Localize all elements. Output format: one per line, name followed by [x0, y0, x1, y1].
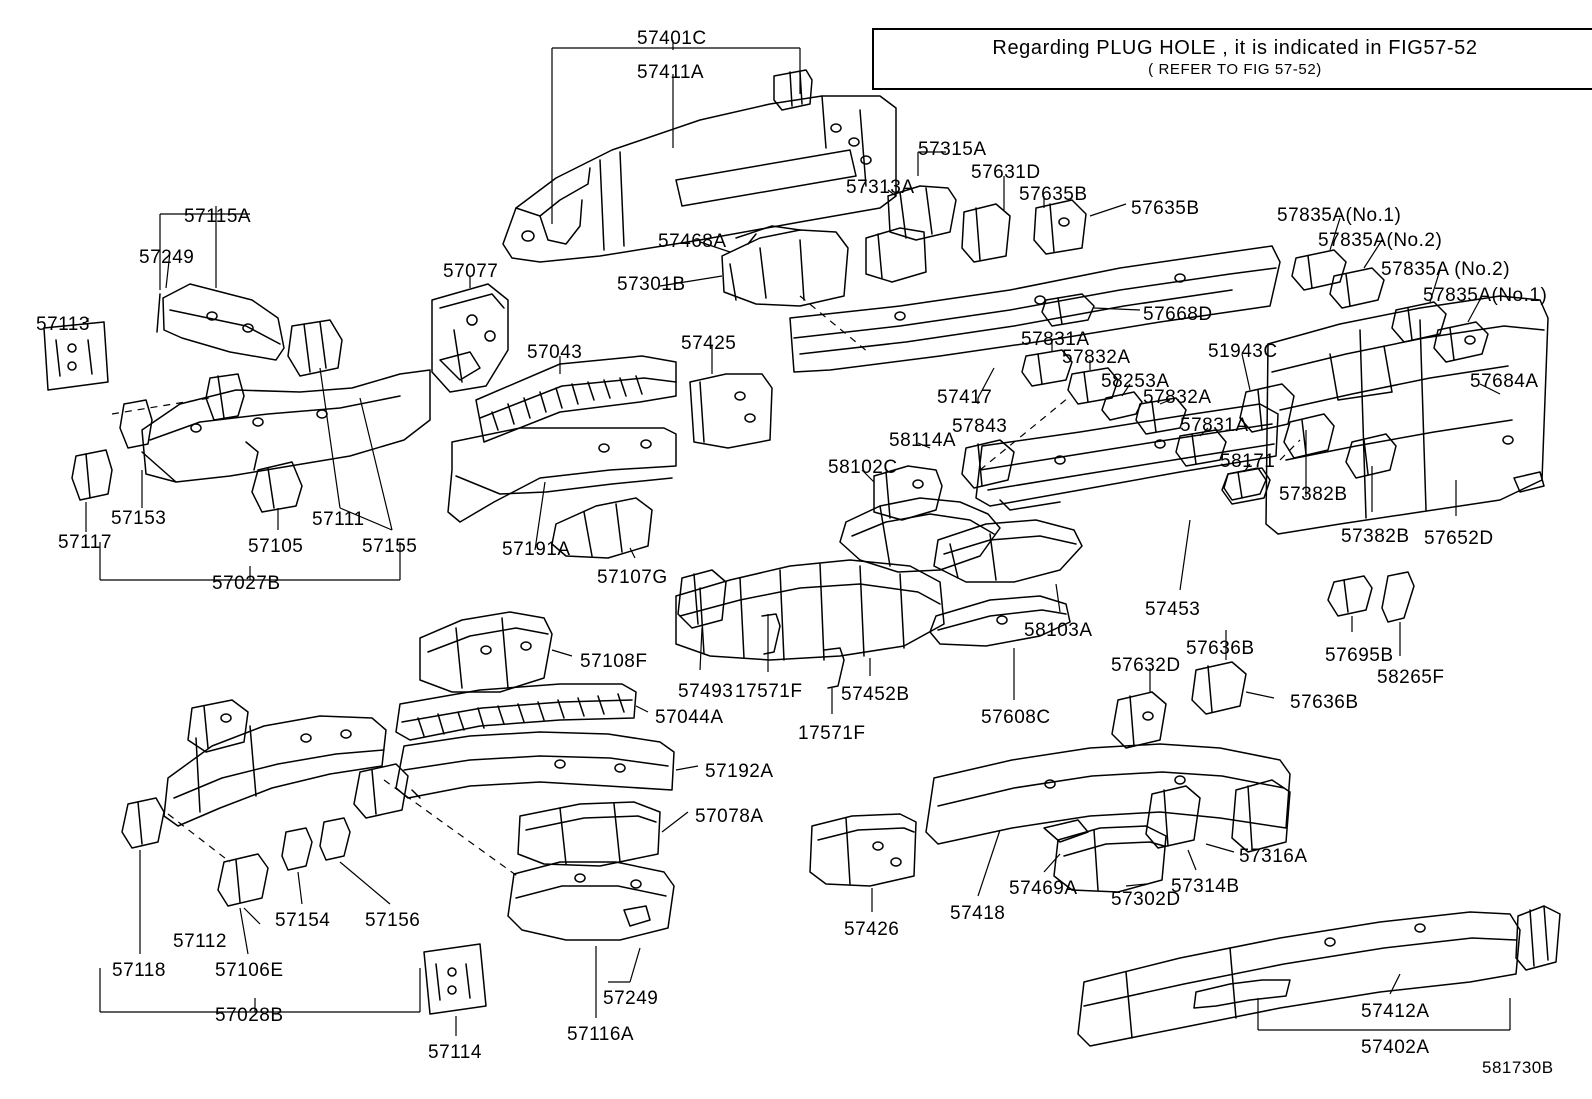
- part-label: 57192A: [705, 761, 774, 782]
- part-label: 57155: [362, 536, 418, 557]
- part-label: 57426: [844, 919, 900, 940]
- part-label: 57843: [952, 416, 1008, 437]
- part-label: 57652D: [1424, 528, 1494, 549]
- part-label: 57044A: [655, 707, 724, 728]
- part-label: 57411A: [637, 62, 705, 83]
- part-57118-57112-clips: [122, 798, 350, 906]
- part-label: 57636B: [1290, 692, 1359, 713]
- part-57452b-crossmember: [676, 560, 944, 660]
- part-label: 57156: [365, 910, 421, 931]
- part-57316a-bracket: [1232, 780, 1290, 852]
- part-label: 57695B: [1325, 645, 1394, 666]
- part-label: 57831A: [1180, 415, 1249, 436]
- part-label: 57153: [111, 508, 167, 529]
- part-label: 57105: [248, 536, 304, 557]
- part-label: 57106E: [215, 960, 284, 981]
- part-label: 57668D: [1143, 304, 1213, 325]
- part-57695b-58265f-clips: [1328, 572, 1414, 622]
- part-label: 57635B: [1019, 184, 1088, 205]
- part-label: 17571F: [798, 723, 866, 744]
- part-57418-rail: [926, 744, 1290, 844]
- part-label: 57116A: [567, 1024, 635, 1045]
- part-label: 57302D: [1111, 889, 1181, 910]
- part-label: 57417: [937, 387, 993, 408]
- part-label: 57154: [275, 910, 331, 931]
- part-label: 57027B: [212, 573, 281, 594]
- part-57191a-member: [448, 428, 676, 522]
- part-57043-rail: [476, 356, 676, 442]
- part-57028b-side-member: [164, 700, 408, 826]
- part-57115a-member: [157, 284, 284, 360]
- part-label: 57631D: [971, 162, 1041, 183]
- part-label: 57077: [443, 261, 499, 282]
- part-57493-bracket: [678, 570, 726, 628]
- part-label: 51943C: [1208, 341, 1278, 362]
- part-label: 57684A: [1470, 371, 1539, 392]
- part-label: 57453: [1145, 599, 1201, 620]
- part-label: 57452B: [841, 684, 910, 705]
- part-label: 57115A: [184, 206, 252, 227]
- part-label: 57835A(No.1): [1423, 285, 1548, 306]
- part-label: 57111: [312, 509, 365, 530]
- part-57044a-rail: [396, 684, 636, 740]
- part-label: 58114A: [889, 430, 957, 451]
- part-57301b-57468a-bracket: [722, 226, 848, 306]
- part-label: 57418: [950, 903, 1006, 924]
- part-label: 57315A: [918, 139, 987, 160]
- part-57117-57153-clips: [72, 374, 244, 500]
- figure-code: 581730B: [1482, 1058, 1554, 1077]
- part-57077-bracket: [432, 284, 508, 392]
- part-label: 57402A: [1361, 1037, 1430, 1058]
- part-label: 57835A(No.2): [1318, 230, 1443, 251]
- part-label: 57313A: [846, 177, 915, 198]
- part-label: 57635B: [1131, 198, 1200, 219]
- note-line-1: Regarding PLUG HOLE , it is indicated in FIG57-52: [992, 37, 1478, 59]
- part-57192a-rail: [396, 732, 674, 798]
- part-label: 58103A: [1024, 620, 1093, 641]
- part-58103a-member: [934, 520, 1082, 582]
- part-label: 57114: [428, 1042, 482, 1063]
- part-label: 57401C: [637, 28, 707, 49]
- part-label: 58171: [1220, 451, 1276, 472]
- part-label: 57112: [173, 931, 227, 952]
- part-57668d-clip: [1042, 294, 1094, 326]
- part-label: 57632D: [1111, 655, 1181, 676]
- part-57111-57155-bracket-group: [252, 320, 342, 512]
- part-57108f-bracket: [420, 612, 552, 692]
- part-58171-clip: [1222, 468, 1270, 504]
- part-57382b-clips: [1284, 414, 1396, 478]
- part-label: 57314B: [1171, 876, 1240, 897]
- part-label: 57382B: [1341, 526, 1410, 547]
- part-label: 57113: [36, 314, 90, 335]
- plug-hole-note: [872, 28, 1592, 90]
- part-label: 57316A: [1239, 846, 1308, 867]
- part-57116a-member: [508, 862, 674, 940]
- part-57843-58114a-brackets: [962, 440, 1014, 488]
- part-label: 57835A (No.2): [1381, 259, 1511, 280]
- part-label: 57118: [112, 960, 166, 981]
- part-label: 57301B: [617, 274, 686, 295]
- part-label: 57107G: [597, 567, 668, 588]
- part-label: 57832A: [1062, 347, 1131, 368]
- part-label: 57249: [139, 247, 195, 268]
- part-label: 57412A: [1361, 1001, 1430, 1022]
- note-line-2: ( REFER TO FIG 57-52): [1148, 61, 1322, 78]
- part-57114-panel: [424, 944, 486, 1014]
- part-label: 57832A: [1143, 387, 1212, 408]
- part-label: 57382B: [1279, 484, 1348, 505]
- part-label: 57108F: [580, 651, 648, 672]
- part-label: 57043: [527, 342, 583, 363]
- part-label: 57469A: [1009, 878, 1078, 899]
- part-label: 57191A: [502, 539, 571, 560]
- part-label: 57636B: [1186, 638, 1255, 659]
- bracket-group-lines: [100, 542, 1510, 1030]
- part-57425-bracket: [690, 374, 772, 448]
- part-57078a-bracket: [518, 802, 660, 866]
- part-label: 57078A: [695, 806, 764, 827]
- part-label: 58253A: [1101, 371, 1170, 392]
- part-label: 57468A: [658, 231, 727, 252]
- part-label: 58265F: [1377, 667, 1445, 688]
- part-label: 57028B: [215, 1005, 284, 1026]
- part-label: 57425: [681, 333, 737, 354]
- part-label: 58102C: [828, 457, 898, 478]
- part-label: 57831A: [1021, 329, 1090, 350]
- part-label: 57249: [603, 988, 659, 1009]
- part-58102c-member: [840, 466, 1000, 572]
- part-label: 57117: [58, 532, 112, 553]
- part-label: 57608C: [981, 707, 1051, 728]
- part-57426-bracket: [810, 814, 916, 886]
- part-label: 17571F: [735, 681, 803, 702]
- part-label: 57493: [678, 681, 734, 702]
- part-label: 57835A(No.1): [1277, 205, 1402, 226]
- part-17571f-hooks: [762, 614, 844, 688]
- part-57402a-57412a-member: [1078, 906, 1560, 1046]
- part-57027b-front-side-member: [142, 370, 430, 482]
